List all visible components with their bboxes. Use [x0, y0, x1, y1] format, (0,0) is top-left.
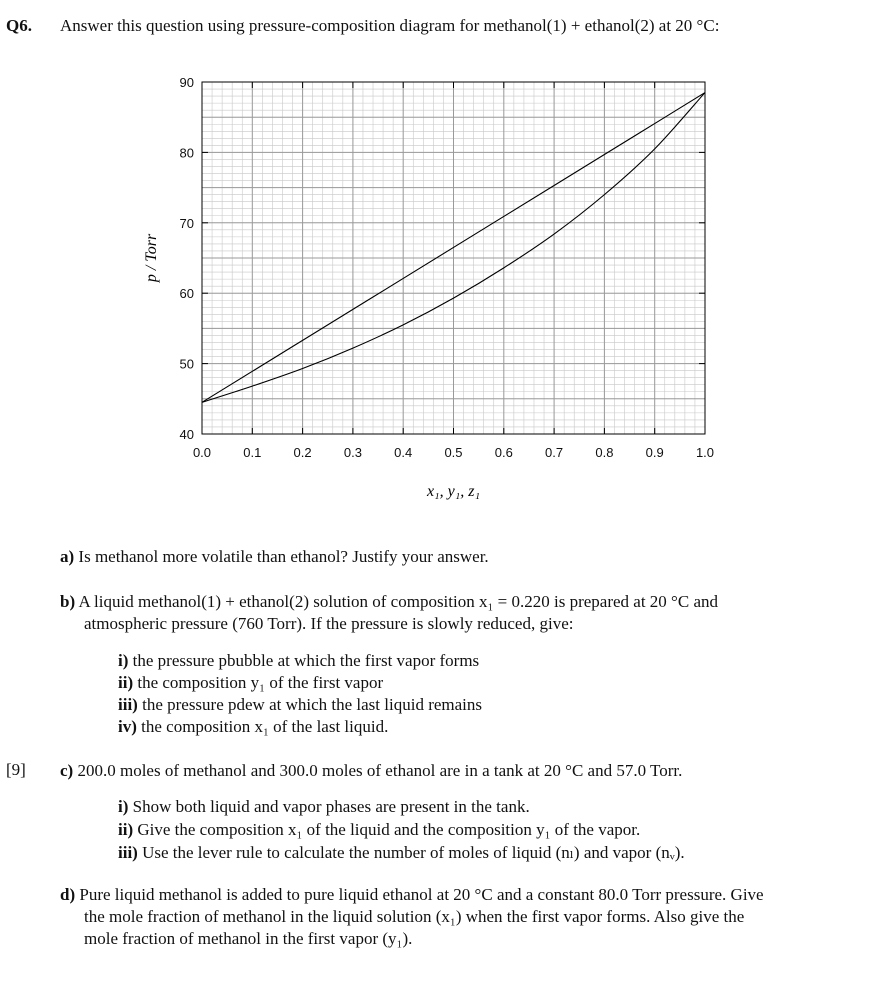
- y-tick-label: 90: [179, 75, 194, 90]
- part-a-text: Is methanol more volatile than ethanol? Justify your answer.: [78, 547, 489, 566]
- part-c-item-text: Use the lever rule to calculate the number of moles of liquid (nₗ) and vapor (nᵥ).: [142, 843, 685, 862]
- part-d-label: d): [60, 885, 76, 904]
- part-c-item-text: Show both liquid and vapor phases are present in the tank.: [132, 797, 530, 816]
- x-tick-label: 0.8: [595, 445, 614, 460]
- x-tick-label: 0.9: [645, 445, 664, 460]
- part-c-item-text: Give the composition x₁ of the liquid and the composition y₁ of the vapor.: [137, 820, 641, 839]
- part-b-item-i: [118, 650, 479, 672]
- part-c-item-iii: [118, 842, 685, 864]
- part-b-item-iv: [118, 716, 388, 738]
- part-d-text-line1: Pure liquid methanol is added to pure liquid ethanol at 20 °C and a constant 80.0 Torr pressure. Give: [79, 885, 764, 904]
- part-b-text-line1: A liquid methanol(1) + ethanol(2) solution of composition x₁ = 0.220 is prepared at 20 °C and: [78, 592, 718, 611]
- question-number: Q6.: [6, 16, 32, 35]
- marks-badge: [9]: [6, 760, 26, 779]
- part-c-item-label: iii): [118, 843, 138, 862]
- question-header: Answer this question using pressure-composition diagram for methanol(1) + ethanol(2) at 20 °C:: [60, 16, 720, 35]
- y-tick-label: 70: [179, 215, 194, 231]
- part-a: [60, 546, 489, 568]
- x-tick-label: 0.0: [192, 445, 212, 460]
- part-b-item-label: ii): [118, 673, 134, 692]
- part-b-label: b): [60, 592, 76, 611]
- major-grid: [202, 82, 705, 434]
- x-tick-label: 0.4: [394, 445, 413, 460]
- x-tick-label: 0.2: [293, 445, 312, 460]
- chart-svg: [130, 70, 730, 510]
- part-c: [60, 760, 682, 782]
- part-b-item-text: the pressure pdew at which the last liquid remains: [142, 695, 483, 714]
- part-b-item-label: iii): [118, 695, 138, 714]
- part-c-item-ii: [118, 819, 640, 841]
- y-axis-label: p / Torr: [143, 233, 160, 283]
- part-b-item-iii: [118, 694, 482, 716]
- x-tick-label: 0.3: [343, 445, 362, 460]
- part-b-text-line2: atmospheric pressure (760 Torr). If the pressure is slowly reduced, give:: [84, 614, 574, 633]
- part-b-item-text: the composition x₁ of the last liquid.: [141, 717, 389, 736]
- part-b-item-label: iv): [118, 717, 137, 736]
- x-tick-label: 1.0: [695, 445, 715, 460]
- part-c-item-i: [118, 796, 530, 818]
- part-c-item-label: ii): [118, 820, 134, 839]
- y-tick-label: 40: [179, 427, 194, 442]
- y-tick-label: 60: [179, 286, 194, 302]
- part-c-text: 200.0 moles of methanol and 300.0 moles of ethanol are in a tank at 20 °C and 57.0 Torr.: [77, 761, 683, 780]
- pressure-composition-chart: [130, 70, 730, 510]
- y-tick-label: 80: [179, 145, 194, 161]
- part-d-line1: [60, 884, 764, 906]
- part-a-label: a): [60, 547, 75, 566]
- part-b-item-text: the pressure pbubble at which the first vapor forms: [132, 651, 480, 670]
- part-b-item-ii: [118, 672, 383, 694]
- part-c-label: c): [60, 761, 74, 780]
- part-b-line1: [60, 591, 718, 613]
- part-d-text-line2: the mole fraction of methanol in the liquid solution (x₁) when the first vapor forms. Also give the: [84, 907, 745, 926]
- x-axis-label: x₁, y₁, z₁: [426, 483, 481, 500]
- x-tick-labels: [193, 445, 714, 460]
- part-d-text-line3: mole fraction of methanol in the first vapor (y₁).: [84, 929, 413, 948]
- x-tick-label: 0.6: [494, 445, 513, 460]
- x-tick-label: 0.5: [444, 445, 463, 460]
- part-b-item-text: the composition y₁ of the first vapor: [137, 673, 384, 692]
- y-tick-labels: [180, 75, 194, 442]
- x-tick-label: 0.1: [243, 445, 262, 460]
- x-tick-label: 0.7: [545, 445, 564, 460]
- y-tick-label: 50: [179, 356, 194, 372]
- part-c-item-label: i): [118, 797, 129, 816]
- part-b-item-label: i): [118, 651, 129, 670]
